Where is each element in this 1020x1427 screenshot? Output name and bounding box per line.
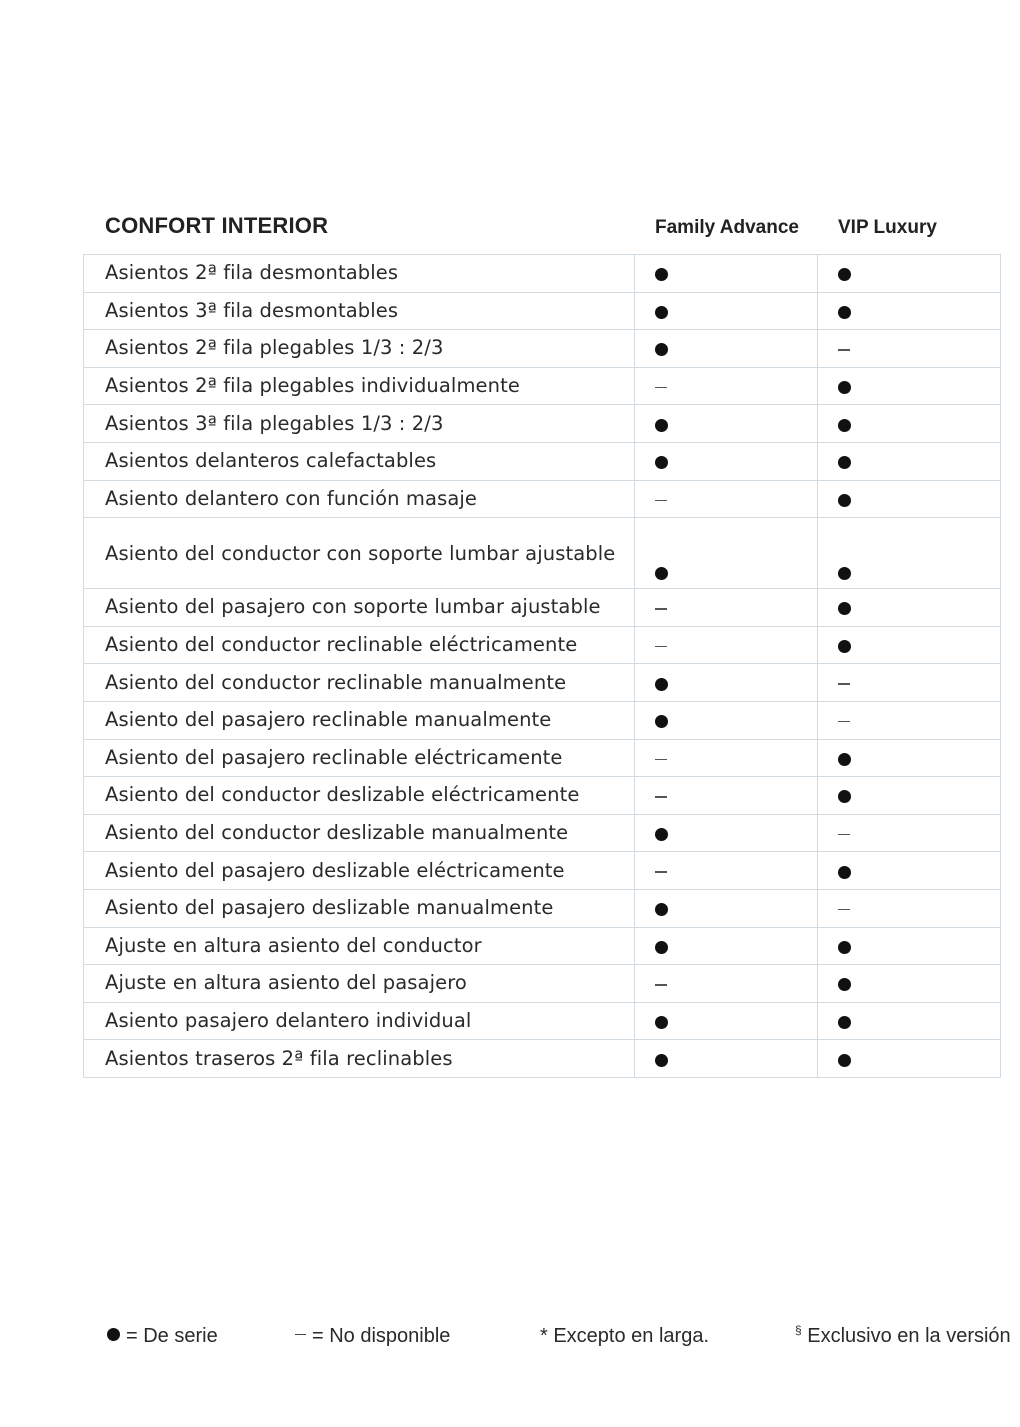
value-vip-luxury (818, 626, 1001, 664)
dot-icon (838, 866, 851, 879)
value-vip-luxury (818, 701, 1001, 739)
value-family-advance (635, 889, 818, 927)
table-row (84, 814, 1001, 852)
table-row (84, 664, 1001, 702)
value-vip-luxury (818, 852, 1001, 890)
dash-icon (838, 683, 850, 685)
table-row (84, 480, 1001, 518)
dot-icon (838, 1054, 851, 1067)
dash-icon (838, 834, 850, 836)
dash-icon (655, 387, 667, 389)
value-family-advance (635, 927, 818, 965)
dash-icon (655, 500, 667, 502)
feature-label: Asiento del conductor con soporte lumbar ajustable (84, 518, 635, 589)
table-row (84, 777, 1001, 815)
feature-label: Asientos 3ª fila desmontables (84, 292, 635, 330)
dot-icon (655, 306, 668, 319)
table-row (84, 589, 1001, 627)
value-vip-luxury (818, 518, 1001, 589)
value-family-advance (635, 739, 818, 777)
dash-icon (655, 871, 667, 873)
feature-label: Asiento del pasajero deslizable eléctricamente (84, 852, 635, 890)
dot-icon (838, 567, 851, 580)
table-row (84, 442, 1001, 480)
value-family-advance (635, 1002, 818, 1040)
value-family-advance (635, 367, 818, 405)
value-family-advance (635, 480, 818, 518)
value-family-advance (635, 405, 818, 443)
value-vip-luxury (818, 1002, 1001, 1040)
dot-icon (655, 941, 668, 954)
dot-icon (838, 1016, 851, 1029)
value-family-advance (635, 292, 818, 330)
feature-label: Asiento del pasajero reclinable manualmente (84, 701, 635, 739)
value-family-advance (635, 814, 818, 852)
value-vip-luxury (818, 927, 1001, 965)
value-family-advance (635, 777, 818, 815)
feature-label: Asiento del conductor deslizable manualmente (84, 814, 635, 852)
dash-icon (655, 608, 667, 610)
value-family-advance (635, 442, 818, 480)
table-row (84, 292, 1001, 330)
value-vip-luxury (818, 965, 1001, 1003)
feature-label: Asiento del conductor reclinable manualmente (84, 664, 635, 702)
section-sign: § (795, 1323, 802, 1337)
feature-label: Asientos 2ª fila plegables individualmente (84, 367, 635, 405)
value-vip-luxury (818, 777, 1001, 815)
value-vip-luxury (818, 367, 1001, 405)
dot-icon (838, 419, 851, 432)
dot-icon (838, 494, 851, 507)
table-row (84, 330, 1001, 368)
table-row (84, 367, 1001, 405)
table-row (84, 739, 1001, 777)
dash-icon (655, 646, 667, 648)
feature-label: Asiento del pasajero con soporte lumbar ajustable (84, 589, 635, 627)
value-vip-luxury (818, 255, 1001, 293)
value-family-advance (635, 626, 818, 664)
feature-label: Asiento pasajero delantero individual (84, 1002, 635, 1040)
dot-icon (655, 419, 668, 432)
dot-icon (655, 343, 668, 356)
dot-icon (655, 1054, 668, 1067)
feature-label: Asientos delanteros calefactables (84, 442, 635, 480)
value-family-advance (635, 852, 818, 890)
dot-icon (838, 790, 851, 803)
dot-icon (655, 828, 668, 841)
value-vip-luxury (818, 739, 1001, 777)
dot-icon (838, 941, 851, 954)
legend-standard-label: = De serie (126, 1325, 218, 1347)
legend-exclusive-label: Exclusivo en la versión (807, 1325, 1011, 1347)
value-vip-luxury (818, 589, 1001, 627)
dot-icon (838, 602, 851, 615)
table-row (84, 1040, 1001, 1078)
value-vip-luxury (818, 480, 1001, 518)
table-row (84, 852, 1001, 890)
value-vip-luxury (818, 664, 1001, 702)
legend (0, 1325, 1020, 1355)
dot-icon (655, 567, 668, 580)
dot-icon (655, 1016, 668, 1029)
value-vip-luxury (818, 442, 1001, 480)
table-row (84, 405, 1001, 443)
value-family-advance (635, 589, 818, 627)
value-family-advance (635, 701, 818, 739)
section-title: CONFORT INTERIOR (105, 213, 329, 238)
dash-icon (295, 1334, 306, 1336)
dot-icon (838, 753, 851, 766)
dot-icon (838, 640, 851, 653)
feature-label: Asiento del pasajero deslizable manualmente (84, 889, 635, 927)
value-family-advance (635, 255, 818, 293)
value-vip-luxury (818, 405, 1001, 443)
dash-icon (655, 796, 667, 798)
dot-icon (838, 381, 851, 394)
legend-standard (107, 1325, 218, 1348)
value-family-advance (635, 1040, 818, 1078)
features-table-body (84, 255, 1001, 1078)
dot-icon (655, 715, 668, 728)
column-header-family-advance: Family Advance (655, 217, 799, 238)
value-vip-luxury (818, 292, 1001, 330)
legend-unavailable-label: = No disponible (312, 1325, 451, 1347)
legend-exclusive (795, 1325, 1011, 1348)
value-vip-luxury (818, 889, 1001, 927)
value-vip-luxury (818, 330, 1001, 368)
dot-icon (838, 456, 851, 469)
table-row (84, 255, 1001, 293)
table-row (84, 1002, 1001, 1040)
table-row (84, 927, 1001, 965)
dash-icon (838, 349, 850, 351)
legend-unavailable (295, 1325, 450, 1348)
dot-icon (655, 903, 668, 916)
value-vip-luxury (818, 814, 1001, 852)
features-table (83, 254, 1001, 1078)
dot-icon (838, 306, 851, 319)
value-family-advance (635, 330, 818, 368)
feature-label: Asiento delantero con función masaje (84, 480, 635, 518)
feature-label: Asientos 2ª fila desmontables (84, 255, 635, 293)
feature-label: Asiento del conductor deslizable eléctricamente (84, 777, 635, 815)
dash-icon (655, 984, 667, 986)
dot-icon (838, 978, 851, 991)
value-family-advance (635, 965, 818, 1003)
column-header-vip-luxury: VIP Luxury (838, 217, 937, 238)
dash-icon (838, 721, 850, 723)
feature-label: Ajuste en altura asiento del pasajero (84, 965, 635, 1003)
table-row (84, 701, 1001, 739)
feature-label: Asiento del conductor reclinable eléctricamente (84, 626, 635, 664)
feature-label: Asientos 3ª fila plegables 1/3 : 2/3 (84, 405, 635, 443)
feature-label: Asientos traseros 2ª fila reclinables (84, 1040, 635, 1078)
feature-label: Ajuste en altura asiento del conductor (84, 927, 635, 965)
table-row (84, 518, 1001, 589)
value-vip-luxury (818, 1040, 1001, 1078)
feature-label: Asiento del pasajero reclinable eléctricamente (84, 739, 635, 777)
feature-label: Asientos 2ª fila plegables 1/3 : 2/3 (84, 330, 635, 368)
dot-icon (838, 268, 851, 281)
dot-icon (107, 1328, 120, 1341)
dot-icon (655, 678, 668, 691)
dash-icon (838, 909, 850, 911)
value-family-advance (635, 664, 818, 702)
dash-icon (655, 759, 667, 761)
value-family-advance (635, 518, 818, 589)
table-row (84, 626, 1001, 664)
dot-icon (655, 456, 668, 469)
legend-except: * Excepto en larga. (540, 1325, 709, 1347)
dot-icon (655, 268, 668, 281)
table-row (84, 965, 1001, 1003)
table-row (84, 889, 1001, 927)
